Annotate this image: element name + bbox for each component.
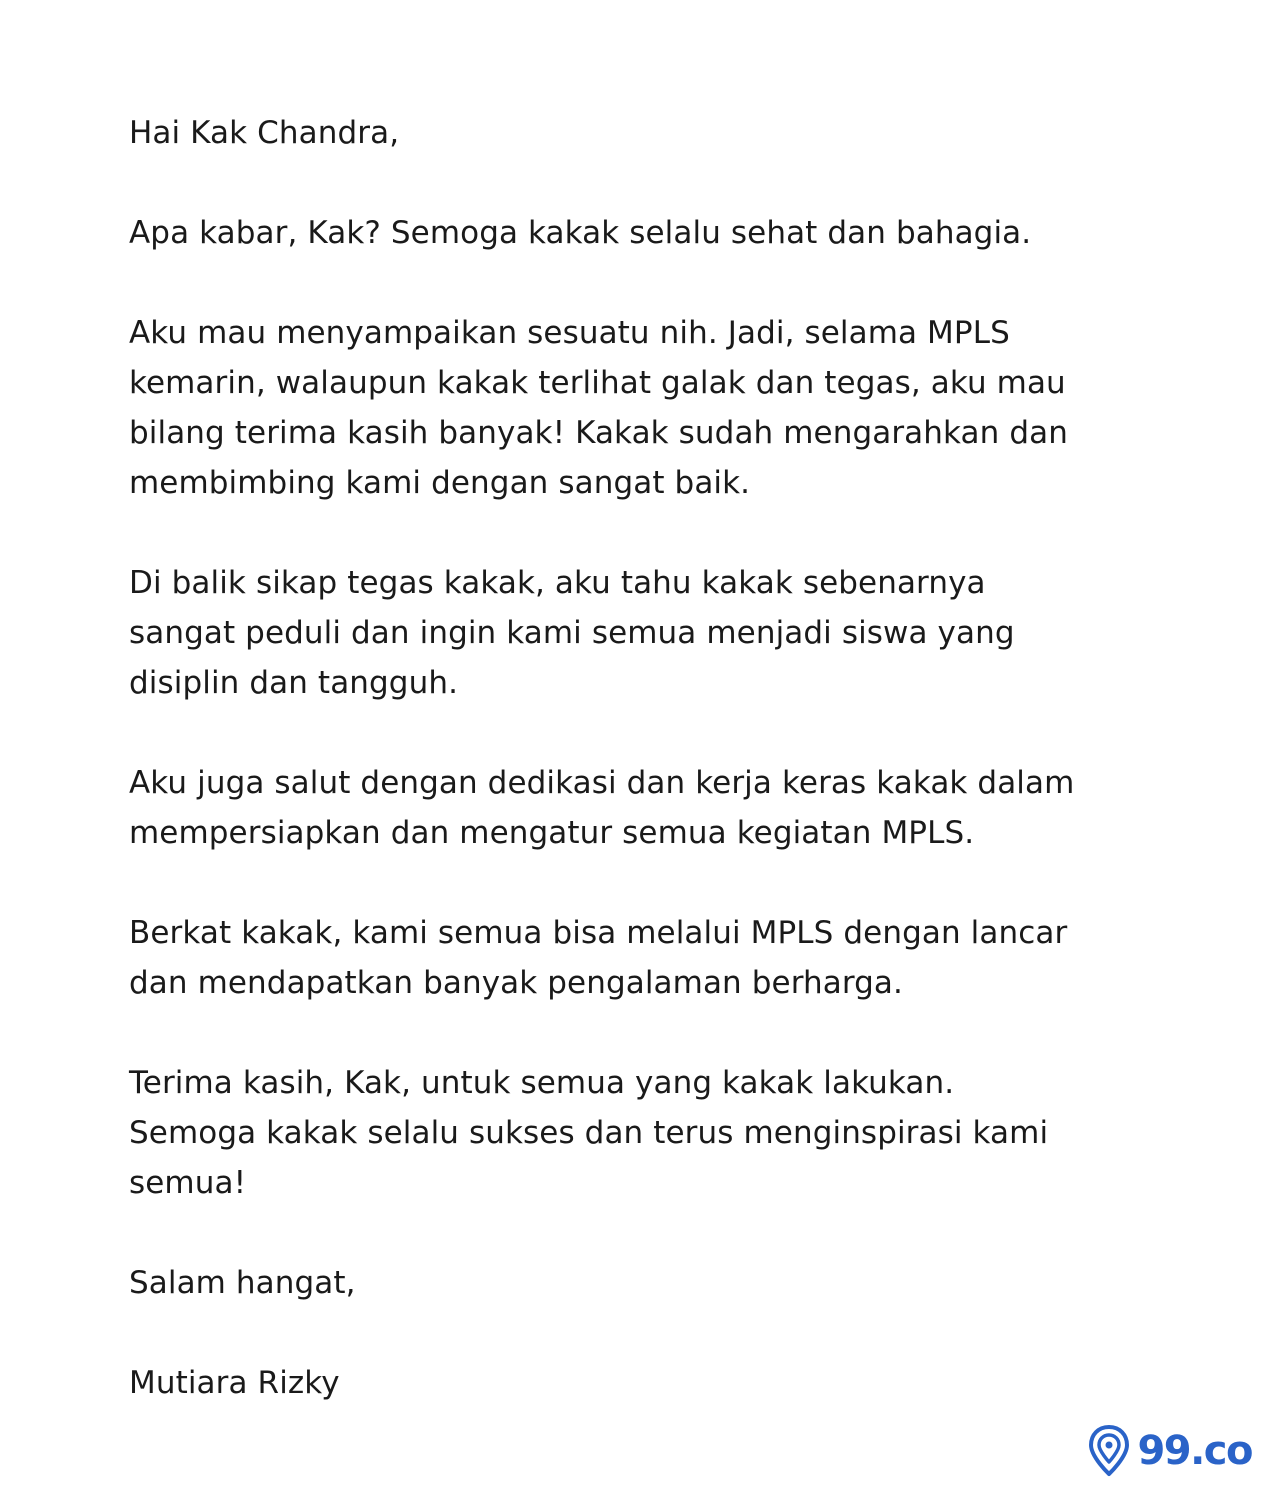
- letter-paragraph: Terima kasih, Kak, untuk semua yang kakak lakukan. Semoga kakak selalu sukses dan terus menginspirasi kami semua!: [129, 1065, 1049, 1201]
- location-pin-icon: [1087, 1424, 1131, 1478]
- letter-paragraph: Berkat kakak, kami semua bisa melalui MPLS dengan lancar dan mendapatkan banyak pengalaman berharga.: [129, 915, 1068, 1001]
- letter-greeting: Hai Kak Chandra,: [129, 115, 400, 151]
- letter-body: [129, 108, 1209, 1408]
- letter-paragraph: Di balik sikap tegas kakak, aku tahu kakak sebenarnya sangat peduli dan ingin kami semua menjadi siswa yang disiplin dan tangguh.: [129, 565, 1015, 701]
- brand-logo: [1087, 1424, 1252, 1478]
- brand-logo-text: 99.co: [1137, 1428, 1252, 1474]
- letter-signature: Mutiara Rizky: [129, 1365, 340, 1401]
- letter-paragraph: Aku mau menyampaikan sesuatu nih. Jadi, selama MPLS kemarin, walaupun kakak terlihat galak dan tegas, aku mau bilang terima kasih banyak! Kakak sudah mengarahkan dan membimbing kami dengan sangat baik.: [129, 315, 1068, 501]
- letter-paragraph: Aku juga salut dengan dedikasi dan kerja keras kakak dalam mempersiapkan dan mengatur semua kegiatan MPLS.: [129, 765, 1075, 851]
- letter-paragraph: Apa kabar, Kak? Semoga kakak selalu sehat dan bahagia.: [129, 215, 1032, 251]
- letter-closing: Salam hangat,: [129, 1265, 356, 1301]
